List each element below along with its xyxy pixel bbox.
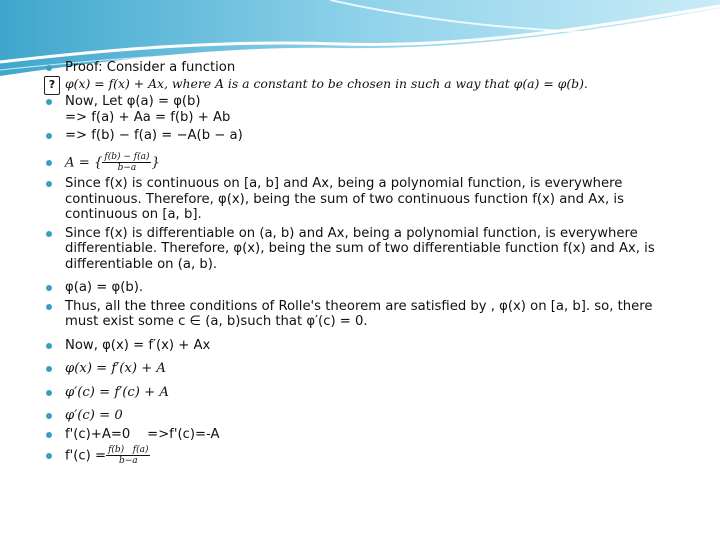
item-text: Now, φ(x) = f′(x) + Ax	[65, 337, 211, 353]
list-item	[46, 445, 686, 467]
bullet-icon	[46, 366, 52, 372]
list-item	[46, 385, 686, 401]
item-text: φ(a) = φ(b).	[65, 280, 144, 295]
item-text: φ′(c) = f′(c) + A	[65, 384, 169, 400]
list-item	[46, 94, 686, 125]
missing-glyph-icon: ?	[44, 76, 60, 95]
bullet-icon	[46, 304, 52, 310]
bullet-icon	[46, 65, 52, 71]
item-text: φ(x) = f′(x) + A	[65, 361, 166, 376]
proof-bullet-list	[46, 60, 686, 467]
bullet-icon	[46, 231, 52, 237]
item-text: Since f(x) is differentiable on (a, b) and Ax, being a polynomial function, is everywhere differentiable. Therefore, φ(x), being the sum of two differentiable function f(x) and Ax, is differentiable on (a, b).	[65, 225, 655, 272]
bullet-icon	[46, 413, 52, 419]
item-text: A = {	[65, 155, 103, 170]
fraction-denominator: b−a	[117, 162, 137, 173]
list-item	[46, 226, 686, 273]
item-text: => f(b) − f(a) = −A(b − a)	[65, 128, 243, 143]
bullet-icon	[46, 133, 52, 139]
item-text: φ′(c) = 0	[65, 408, 123, 423]
item-text: φ(x) = f(x) + Ax, where A is a constant to be chosen in such a way that φ(a) = φ(b).	[65, 75, 588, 91]
item-text: f'(c) =	[65, 448, 107, 464]
list-item	[46, 152, 686, 174]
list-item	[46, 60, 686, 91]
item-text: f'(c)+A=0 =>f'(c)=-A	[65, 426, 220, 442]
fraction-numerator: f(b) f(a)	[108, 445, 149, 455]
bullet-icon	[46, 432, 52, 438]
list-item	[46, 427, 686, 443]
item-text: Now, Let φ(a) = φ(b)	[65, 94, 201, 109]
list-item	[46, 128, 686, 144]
bullet-icon	[46, 99, 52, 105]
bullet-icon	[46, 181, 52, 187]
fraction-numerator: f(b) − f(a)	[104, 151, 150, 162]
list-item	[46, 338, 686, 354]
list-item	[46, 408, 686, 424]
bullet-icon	[46, 343, 52, 349]
bullet-icon	[46, 160, 52, 166]
list-item	[46, 280, 686, 296]
bullet-icon	[46, 390, 52, 396]
list-item	[46, 361, 686, 377]
fraction	[102, 152, 151, 173]
item-text: Thus, all the three conditions of Rolle's theorem are satisfied by , φ(x) on [a, b]. so, there must exist some c ∈ (a, b)such that φ′(c) = 0.	[65, 298, 653, 329]
item-text: }	[151, 155, 160, 170]
bullet-icon	[46, 285, 52, 291]
list-item	[46, 176, 686, 223]
item-text: Since f(x) is continuous on [a, b] and Ax, being a polynomial function, is everywhere continuous. Therefore, φ(x), being the sum of two continuous function f(x) and Ax, is continuous on [a, b].	[65, 176, 624, 222]
item-text: => f(a) + Aa = f(b) + Ab	[65, 109, 231, 125]
fraction	[106, 445, 150, 466]
fraction-denominator: b−a	[118, 456, 138, 466]
list-item	[46, 299, 686, 330]
bullet-icon	[46, 453, 52, 459]
item-text: Proof: Consider a function	[65, 60, 236, 75]
